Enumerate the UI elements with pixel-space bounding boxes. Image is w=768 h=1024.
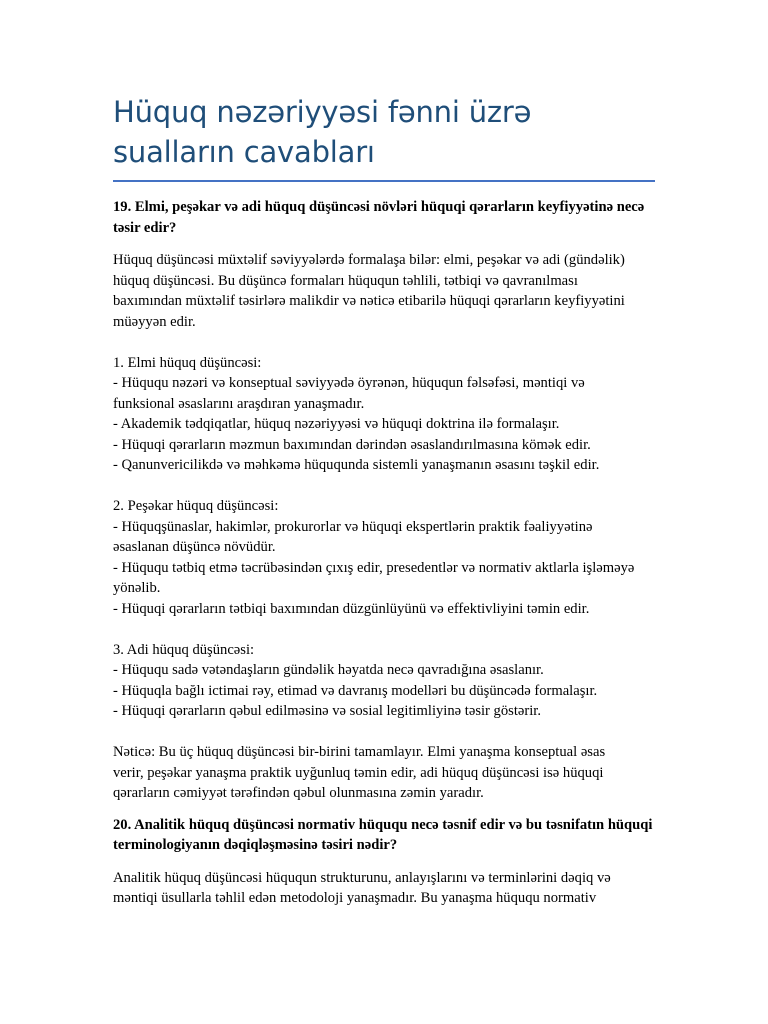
text-line: məntiqi üsullarla təhlil edən metodoloji yanaşmadır. Bu yanaşma hüququ normativ [113,890,597,906]
text-line: qərarların cəmiyyət tərəfindən qəbul olunmasına zəmin yaradır. [113,785,484,801]
q19-section-ordinary [113,640,658,722]
text-line: - Hüququ sadə vətəndaşların gündəlik həyatda necə qavradığına əsaslanır. [113,662,544,678]
question-19-heading: 19. Elmi, peşəkar və adi hüquq düşüncəsi növləri hüquqi qərarların keyfiyyətinə necə təsir edir? [113,199,645,236]
text-line: - Hüququ nəzəri və konseptual səviyyədə öyrənən, hüququn fəlsəfəsi, məntiqi və [113,375,585,391]
q20-intro-paragraph [113,868,658,909]
document-title: Hüquq nəzəriyyəsi fənni üzrə sualların cavabları [113,95,532,169]
text-line: - Hüquqi qərarların məzmun baxımından dərindən əsaslandırılmasına kömək edir. [113,436,591,453]
section-heading: 3. Adi hüquq düşüncəsi: [113,641,255,658]
q19-section-scientific [113,353,658,476]
text-line: müəyyən edir. [113,313,196,330]
text-line: - Akademik tədqiqatlar, hüquq nəzəriyyəsi və hüquqi doktrina ilə formalaşır. [113,416,560,432]
text-line: yönəlib. [113,580,161,596]
text-line: Nəticə: Bu üç hüquq düşüncəsi bir-birini tamamlayır. Elmi yanaşma konseptual əsas [113,744,606,760]
title-underline [113,180,655,182]
text-line: verir, peşəkar yanaşma praktik uyğunluq təmin edir, adi hüquq düşüncəsi isə hüquqi [113,764,604,781]
document-page [113,90,658,909]
text-line: - Hüquqi qərarların qəbul edilməsinə və sosial legitimliyinə təsir göstərir. [113,703,541,719]
q19-section-professional [113,496,658,619]
question-20-heading: 20. Analitik hüquq düşüncəsi normativ hüququ necə təsnif edir və bu təsnifatın hüquqi terminologiyanın dəqiqləşməsinə təsiri nədir? [113,816,653,853]
text-line: - Hüququ tətbiq etmə təcrübəsindən çıxış edir, presedentlər və normativ aktlarla işləməyə [113,559,635,576]
text-line: əsaslanan düşüncə növüdür. [113,539,276,555]
section-heading: 1. Elmi hüquq düşüncəsi: [113,354,262,371]
text-line: Hüquq düşüncəsi müxtəlif səviyyələrdə formalaşa bilər: elmi, peşəkar və adi (gündəlik) [113,252,625,268]
text-line: funksional əsaslarını araşdıran yanaşmadır. [113,395,365,412]
q19-intro-paragraph [113,250,658,332]
text-line: - Qanunvericilikdə və məhkəmə hüququnda sistemli yanaşmanın əsasını təşkil edir. [113,457,600,473]
text-line: - Hüquqla bağlı ictimai rəy, etimad və davranış modelləri bu düşüncədə formalaşır. [113,682,598,699]
text-line: - Hüquqşünaslar, hakimlər, prokurorlar və hüquqi ekspertlərin praktik fəaliyyətinə [113,518,593,535]
q19-conclusion [113,742,658,804]
section-heading: 2. Peşəkar hüquq düşüncəsi: [113,498,279,514]
text-line: Analitik hüquq düşüncəsi hüququn strukturunu, anlayışlarını və terminlərini dəqiq və [113,869,611,886]
text-line: baxımından müxtəlif təsirlərə malikdir və nəticə etibarilə hüquqi qərarların keyfiyyətini [113,293,625,309]
text-line: - Hüquqi qərarların tətbiqi baxımından düzgünlüyünü və effektivliyini təmin edir. [113,600,590,617]
text-line: hüquq düşüncəsi. Bu düşüncə formaları hüququn təhlili, tətbiqi və qavranılması [113,272,578,289]
